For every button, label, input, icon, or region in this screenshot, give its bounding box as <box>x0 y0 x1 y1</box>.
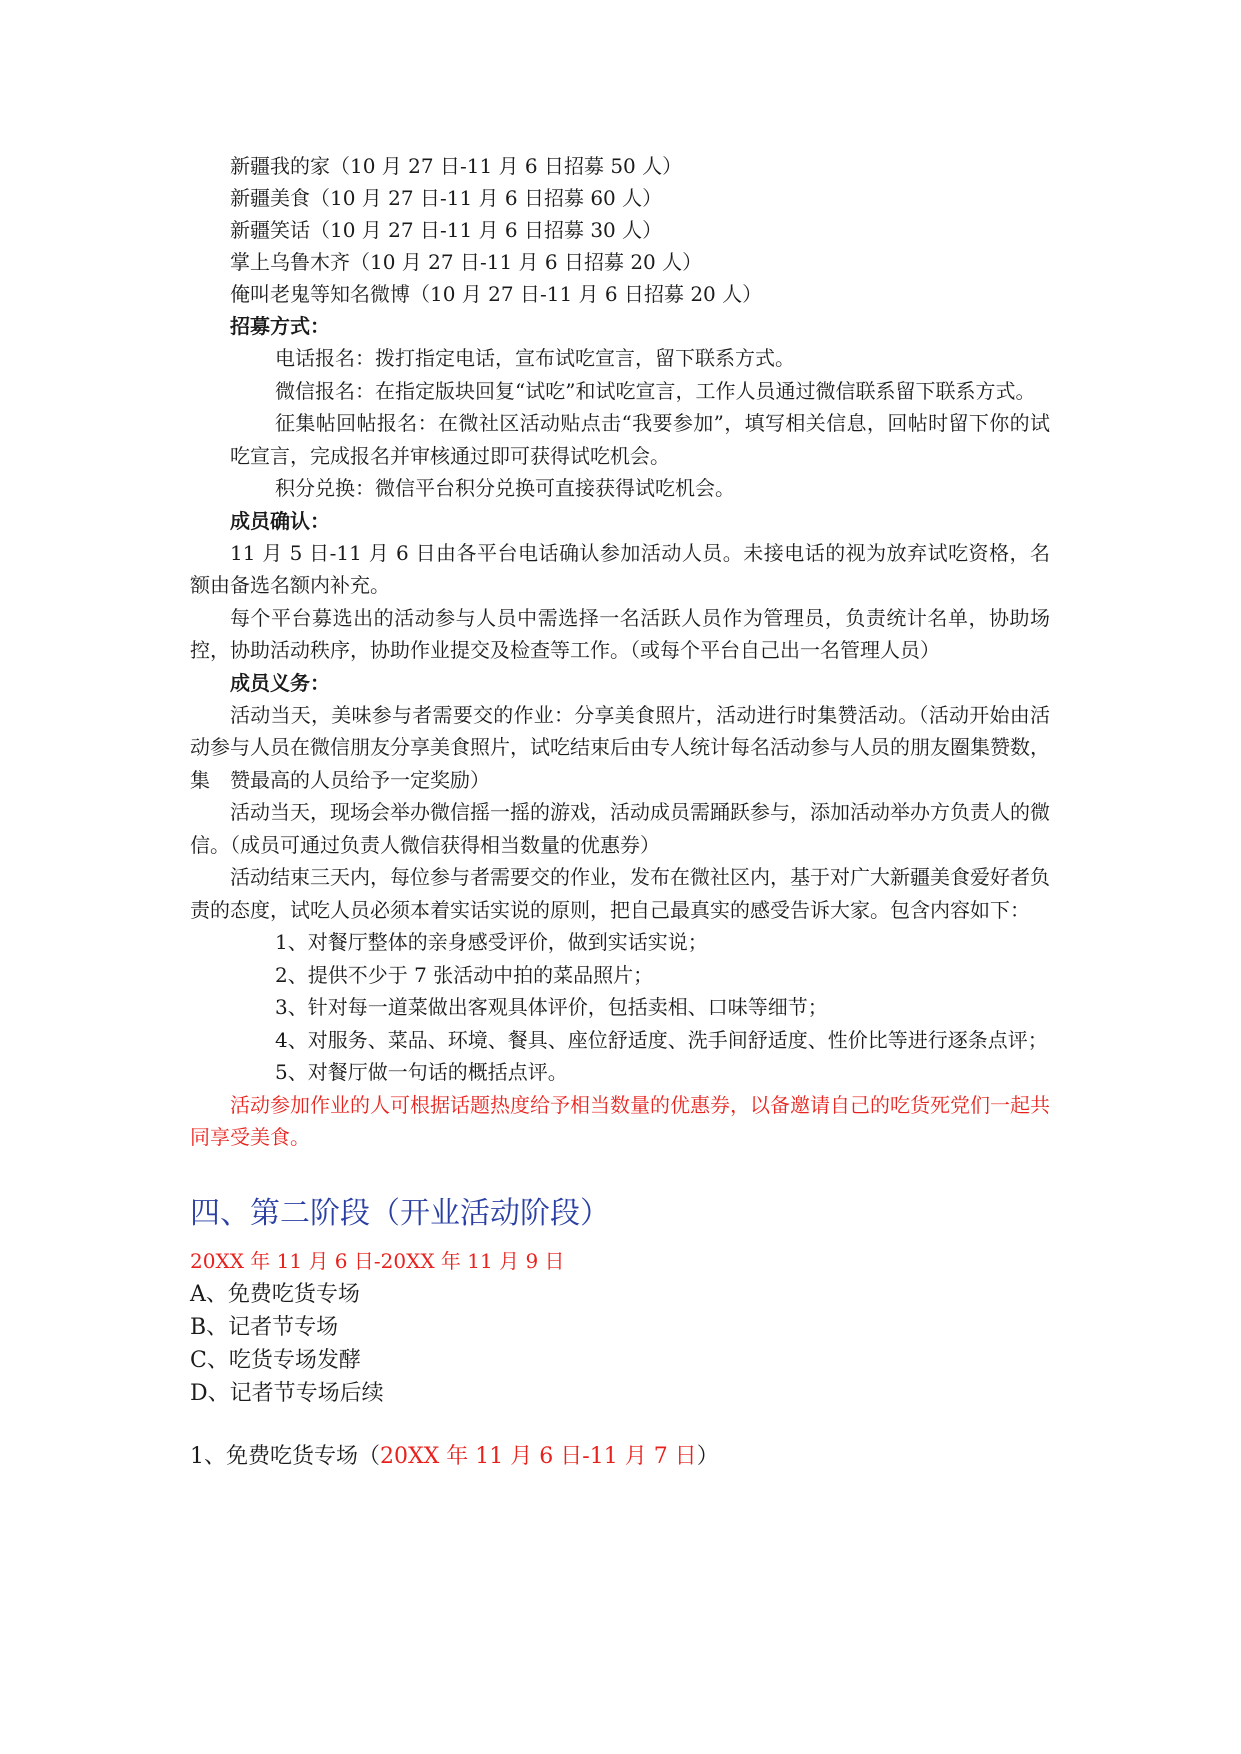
member-duty-paragraph: 活动当天，美味参与者需要交的作业：分享美食照片，活动进行时集赞活动。（活动开始由活动参与人员在微信朋友分享美食照片，试吃结束后由专人统计每名活动参与人员的朋友圈集赞数，集 赞最高的人员给予一定奖励） <box>190 702 1050 792</box>
stage2-item: A、免费吃货专场 <box>190 1281 360 1307</box>
recruit-channel: 俺叫老鬼等知名微博（10 月 27 日-11 月 6 日招募 20 人） <box>230 282 763 306</box>
homework-item: 2、提供不少于 7 张活动中拍的菜品照片； <box>275 962 654 987</box>
homework-item: 5、对餐厅做一句话的概括点评。 <box>275 1060 568 1084</box>
subsection-label: 1、免费吃货专场（ <box>190 1443 380 1469</box>
homework-list <box>190 926 1050 1089</box>
stage2-item: C、吃货专场发酵 <box>190 1347 361 1373</box>
recruit-channel-list <box>190 150 1050 310</box>
member-duty-paragraph: 活动结束三天内，每位参与者需要交的作业，发布在微社区内，基于对广大新疆美食爱好者负责的态度，试吃人员必须本着实话实说的原则，把自己最真实的感受告诉大家。包含内容如下： <box>190 865 1050 922</box>
recruit-channel: 新疆美食（10 月 27 日-11 月 6 日招募 60 人） <box>230 186 663 210</box>
member-confirm-paragraph: 11 月 5 日-11 月 6 日由各平台电话确认参加活动人员。未接电话的视为放弃试吃资格，名额由备选名额内补充。 <box>190 540 1050 597</box>
homework-item: 1、对餐厅整体的亲身感受评价，做到实话实说； <box>275 930 708 954</box>
member-duty-paragraph: 活动当天，现场会举办微信摇一摇的游戏，活动成员需踊跃参与，添加活动举办方负责人的微信。（成员可通过负责人微信获得相当数量的优惠券） <box>190 800 1050 857</box>
stage2-item: D、记者节专场后续 <box>190 1380 384 1406</box>
recruit-channel: 掌上乌鲁木齐（10 月 27 日-11 月 6 日招募 20 人） <box>230 250 703 274</box>
homework-item: 4、对服务、菜品、环境、餐具、座位舒适度、洗手间舒适度、性价比等进行逐条点评； <box>275 1027 1048 1052</box>
recruit-post: 征集帖回帖报名：在微社区活动贴点击“我要参加”，填写相关信息，回帖时留下你的试吃宣言，完成报名并审核通过即可获得试吃机会。 <box>230 411 1050 468</box>
subsection-heading <box>190 1440 1050 1474</box>
recruit-channel: 新疆笑话（10 月 27 日-11 月 6 日招募 30 人） <box>230 218 663 242</box>
stage2-heading: 四、第二阶段（开业活动阶段） <box>190 1195 610 1231</box>
homework-item: 3、针对每一道菜做出客观具体评价，包括卖相、口味等细节； <box>275 995 828 1019</box>
subsection-close: ） <box>696 1443 719 1469</box>
stage2-item: B、记者节专场 <box>190 1314 339 1340</box>
coupon-note: 活动参加作业的人可根据话题热度给予相当数量的优惠券，以备邀请自己的吃货死党们一起共同享受美食。 <box>190 1092 1050 1149</box>
recruit-points: 积分兑换：微信平台积分兑换可直接获得试吃机会。 <box>275 476 735 500</box>
member-confirm-paragraph: 每个平台募选出的活动参与人员中需选择一名活跃人员作为管理员，负责统计名单，协助场控，协助活动秩序，协助作业提交及检查等工作。（或每个平台自己出一名管理人员） <box>190 605 1050 662</box>
recruit-wechat: 微信报名：在指定版块回复“试吃”和试吃宣言，工作人员通过微信联系留下联系方式。 <box>275 378 1036 403</box>
document-page <box>190 150 1050 1474</box>
recruit-method-heading: 招募方式： <box>230 314 330 338</box>
stage2-item-list <box>190 1278 1050 1410</box>
stage2-date: 20XX 年 11 月 6 日-20XX 年 11 月 9 日 <box>190 1248 565 1273</box>
recruit-channel: 新疆我的家（10 月 27 日-11 月 6 日招募 50 人） <box>230 154 683 178</box>
recruit-phone: 电话报名：拨打指定电话，宣布试吃宣言，留下联系方式。 <box>275 346 795 370</box>
member-confirm-heading: 成员确认： <box>230 508 330 533</box>
member-duty-heading: 成员义务： <box>230 670 330 695</box>
subsection-date: 20XX 年 11 月 6 日-11 月 7 日 <box>380 1443 697 1469</box>
